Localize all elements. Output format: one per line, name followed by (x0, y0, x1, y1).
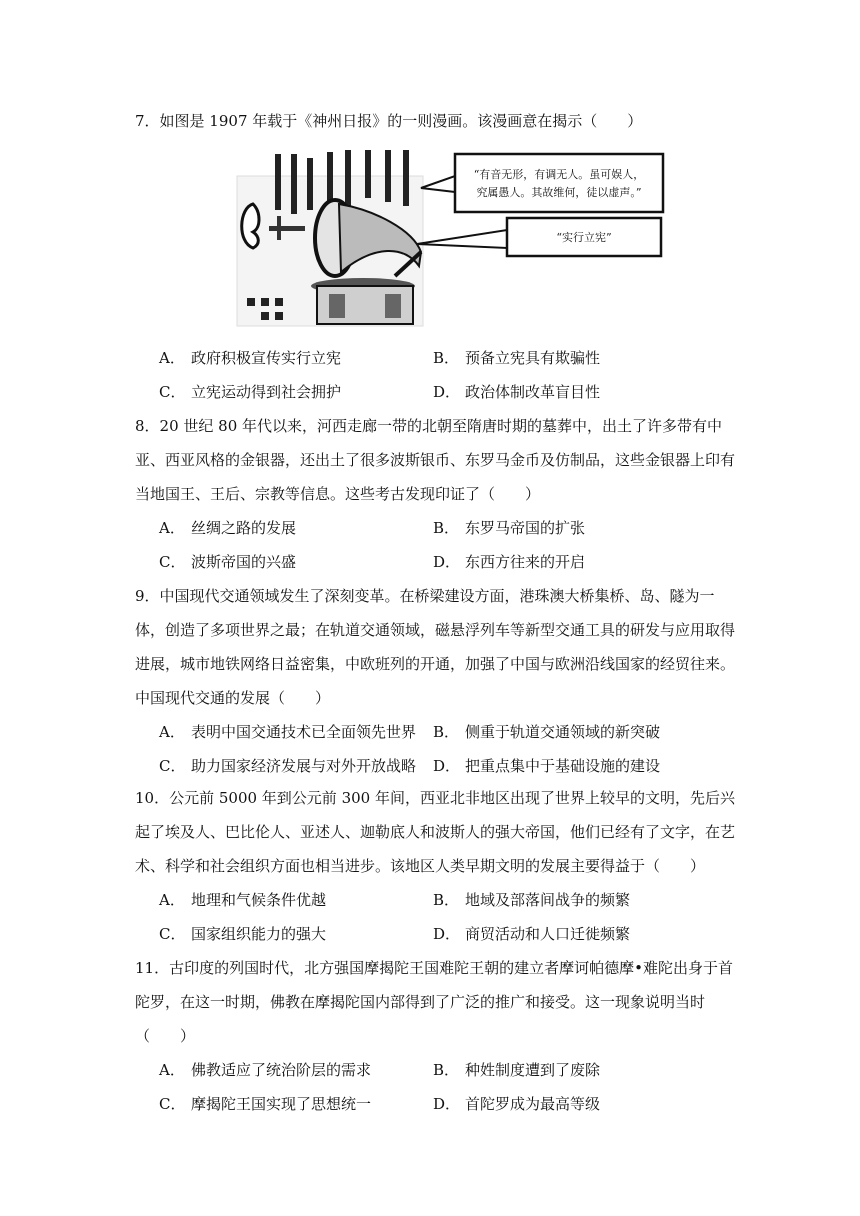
question-7 (135, 104, 735, 138)
option-c[interactable]: C． 助力国家经济发展与对外开放战略 (159, 757, 417, 775)
question-7-options (135, 341, 735, 409)
options-row (135, 715, 735, 749)
bubble-1-line-1: “有音无形，有调无人。虽可娱人， (473, 168, 645, 181)
bubble-2-text: “实行立宪” (556, 231, 612, 244)
question-11 (135, 951, 735, 1121)
option-b[interactable]: B． 侧重于轨道交通领域的新突破 (433, 723, 661, 741)
options-row (135, 917, 735, 951)
option-a[interactable]: A． 地理和气候条件优越 (159, 891, 327, 909)
cartoon-image (235, 148, 665, 330)
option-b[interactable]: B． 种姓制度遭到了废除 (433, 1061, 601, 1079)
option-d[interactable]: D． 政治体制改革盲目性 (433, 383, 601, 401)
option-a[interactable]: A． 表明中国交通技术已全面领先世界 (159, 723, 417, 741)
options-row (135, 511, 735, 545)
options-row (135, 375, 735, 409)
options-row (135, 341, 735, 375)
question-stem: 7．如图是 1907 年载于《神州日报》的一则漫画。该漫画意在揭示（ ） (135, 112, 643, 130)
option-c[interactable]: C． 波斯帝国的兴盛 (159, 553, 297, 571)
option-a[interactable]: A． 佛教适应了统治阶层的需求 (159, 1061, 372, 1079)
option-b[interactable]: B． 地域及部落间战争的频繁 (433, 891, 631, 909)
speech-bubble-1 (455, 154, 663, 212)
option-a[interactable]: A． 政府积极宣传实行立宪 (159, 349, 342, 367)
options-row (135, 749, 735, 783)
options-row (135, 883, 735, 917)
question-10 (135, 781, 735, 951)
question-stem: 8．20 世纪 80 年代以来，河西走廊一带的北朝至隋唐时期的墓葬中，出土了许多带有中亚、西亚风格的金银器，还出土了很多波斯银币、东罗马金币及仿制品，这些金银器上印有当地国王、王后、宗教等信息。这些考古发现印证了（ ） (135, 417, 736, 503)
question-stem: 11．古印度的列国时代，北方强国摩揭陀王国难陀王朝的建立者摩诃帕德摩•难陀出身于首陀罗，在这一时期，佛教在摩揭陀国内部得到了广泛的推广和接受。这一现象说明当时（ ） (135, 959, 733, 1045)
gramophone-cartoon (235, 148, 665, 330)
option-a[interactable]: A． 丝绸之路的发展 (159, 519, 297, 537)
options-row (135, 545, 735, 579)
question-9 (135, 579, 735, 783)
bubble-1-line-2: 究属愚人。其故维何，徒以虚声。” (476, 186, 642, 199)
question-stem: 9．中国现代交通领域发生了深刻变革。在桥梁建设方面，港珠澳大桥集桥、岛、隧为一体，创造了多项世界之最；在轨道交通领域，磁悬浮列车等新型交通工具的研发与应用取得进展，城市地铁网络日益密集，中欧班列的开通，加强了中国与欧洲沿线国家的经贸往来。中国现代交通的发展（ ） (135, 587, 736, 707)
option-c[interactable]: C． 摩揭陀王国实现了思想统一 (159, 1095, 372, 1113)
option-b[interactable]: B． 预备立宪具有欺骗性 (433, 349, 601, 367)
question-stem: 10．公元前 5000 年到公元前 300 年间，西亚北非地区出现了世界上较早的文明，先后兴起了埃及人、巴比伦人、亚述人、迦勒底人和波斯人的强大帝国，他们已经有了文字，在艺术、科学和社会组织方面也相当进步。该地区人类早期文明的发展主要得益于（ ） (135, 789, 736, 875)
option-b[interactable]: B． 东罗马帝国的扩张 (433, 519, 586, 537)
option-d[interactable]: D． 把重点集中于基础设施的建设 (433, 757, 661, 775)
option-d[interactable]: D． 首陀罗成为最高等级 (433, 1095, 601, 1113)
option-c[interactable]: C． 立宪运动得到社会拥护 (159, 383, 342, 401)
option-d[interactable]: D． 商贸活动和人口迁徙频繁 (433, 925, 631, 943)
ear-drawing (242, 204, 259, 248)
option-d[interactable]: D． 东西方往来的开启 (433, 553, 586, 571)
question-8 (135, 409, 735, 579)
option-c[interactable]: C． 国家组织能力的强大 (159, 925, 327, 943)
options-row (135, 1087, 735, 1121)
options-row (135, 1053, 735, 1087)
